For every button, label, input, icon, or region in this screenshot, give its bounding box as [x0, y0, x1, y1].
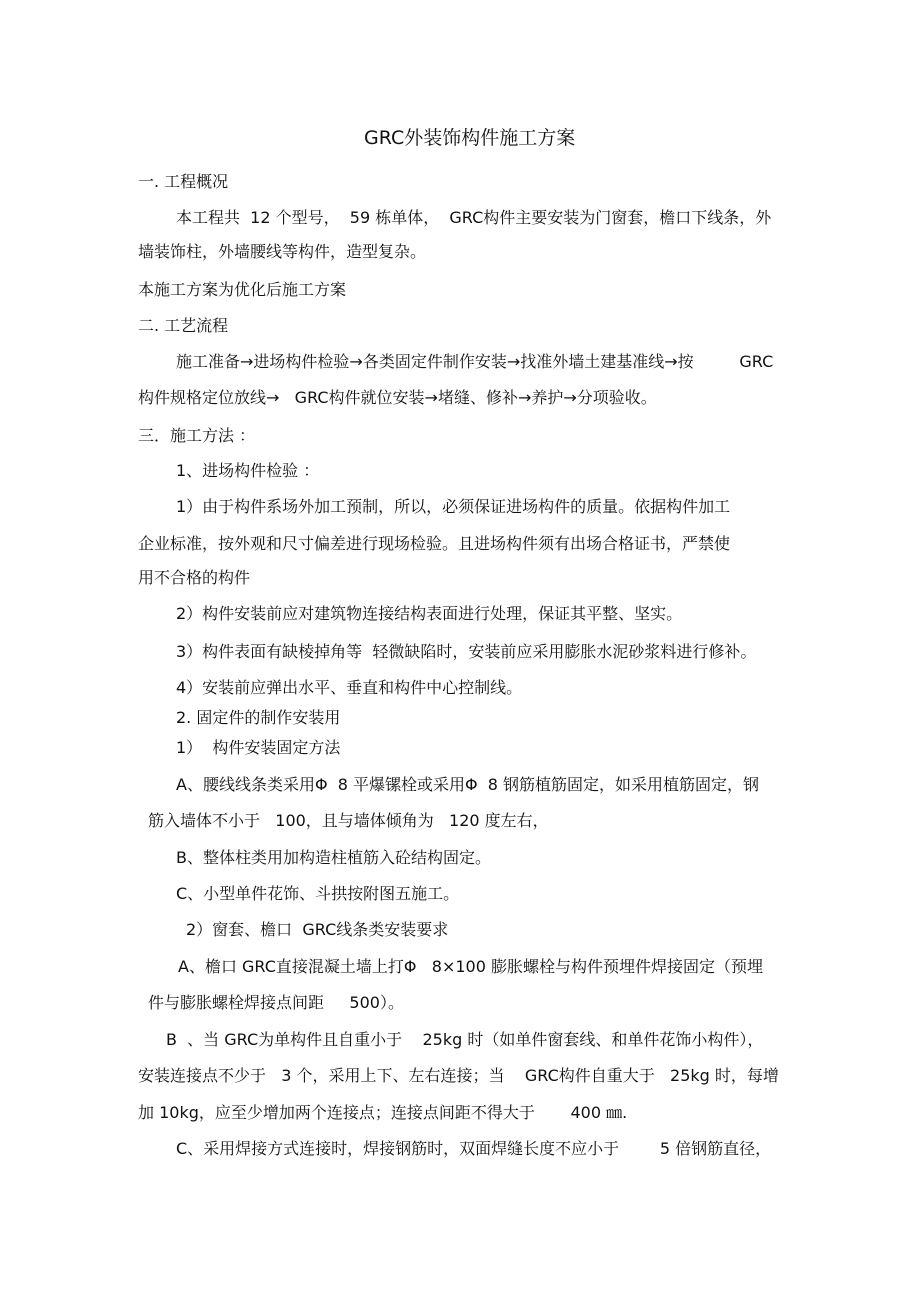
paragraph-line: 本工程共 12 个型号， 59 栋单体， GRC构件主要安装为门窗套，檐口下线条，外 [176, 208, 772, 227]
subheading-line: 2. 固定件的制作安装用 [176, 708, 341, 727]
paragraph-line: 筋入墙体不小于 100，且与墙体倾角为 120 度左右， [148, 811, 549, 830]
paragraph-line: 构件规格定位放线→ GRC构件就位安装→堵缝、修补→养护→分项验收。 [138, 388, 657, 407]
paragraph-line: 3）构件表面有缺棱掉角等 轻微缺陷时，安装前应采用膨胀水泥砂浆料进行修补。 [176, 642, 757, 661]
paragraph-line: 企业标准，按外观和尺寸偏差进行现场检验。且进场构件须有出场合格证书，严禁使 [138, 534, 731, 553]
paragraph-line: B 、当 GRC为单构件且自重小于 25kg 时（如单件窗套线、和单件花饰小构件）， [166, 1030, 764, 1049]
section-heading-overview: 一. 工程概况 [138, 172, 229, 191]
paragraph-line: 1）由于构件系场外加工预制，所以，必须保证进场构件的质量。依据构件加工 [176, 497, 731, 516]
paragraph-line: B、整体柱类用加构造柱植筋入砼结构固定。 [176, 848, 491, 867]
paragraph-line: 墙装饰柱，外墙腰线等构件，造型复杂。 [138, 242, 427, 261]
paragraph-line: 2）构件安装前应对建筑物连接结构表面进行处理，保证其平整、坚实。 [176, 604, 683, 623]
paragraph-line: A、檐口 GRC直接混凝土墙上打Φ 8×100 膨胀螺栓与构件预埋件焊接固定（预埋 [178, 957, 763, 976]
section-heading-process: 二. 工艺流程 [138, 316, 229, 335]
paragraph-line: 施工准备→进场构件检验→各类固定件制作安装→找准外墙土建基准线→按 GRC [176, 352, 774, 371]
paragraph-line: 件与膨胀螺栓焊接点间距 500）。 [148, 993, 404, 1012]
page-title: GRC外装饰构件施工方案 [364, 127, 576, 149]
section-heading-method: 三．施工方法 ： [138, 426, 256, 445]
paragraph-line: A、腰线线条类采用Φ 8 平爆镙栓或采用Φ 8 钢筋植筋固定，如采用植筋固定，钢 [176, 775, 760, 794]
paragraph-line: 本施工方案为优化后施工方案 [138, 280, 347, 299]
subheading-line: 2）窗套、檐口 GRC线条类安装要求 [186, 920, 449, 939]
paragraph-line: 4）安装前应弹出水平、垂直和构件中心控制线。 [176, 678, 523, 697]
paragraph-line: C、采用焊接方式连接时，焊接钢筋时，双面焊缝长度不应小于 5 倍钢筋直径， [176, 1139, 772, 1158]
paragraph-line: C、小型单件花饰、斗拱按附图五施工。 [176, 884, 460, 903]
subheading-line: 1、进场构件检验 ： [176, 461, 320, 480]
paragraph-line: 安装连接点不少于 3 个，采用上下、左右连接；当 GRC构件自重大于 25kg 时，每增 [138, 1066, 779, 1085]
paragraph-line: 用不合格的构件 [138, 568, 251, 587]
paragraph-line: 加 10kg，应至少增加两个连接点；连接点间距不得大于 400 ㎜. [138, 1103, 628, 1122]
subheading-line: 1） 构件安装固定方法 [176, 738, 341, 757]
